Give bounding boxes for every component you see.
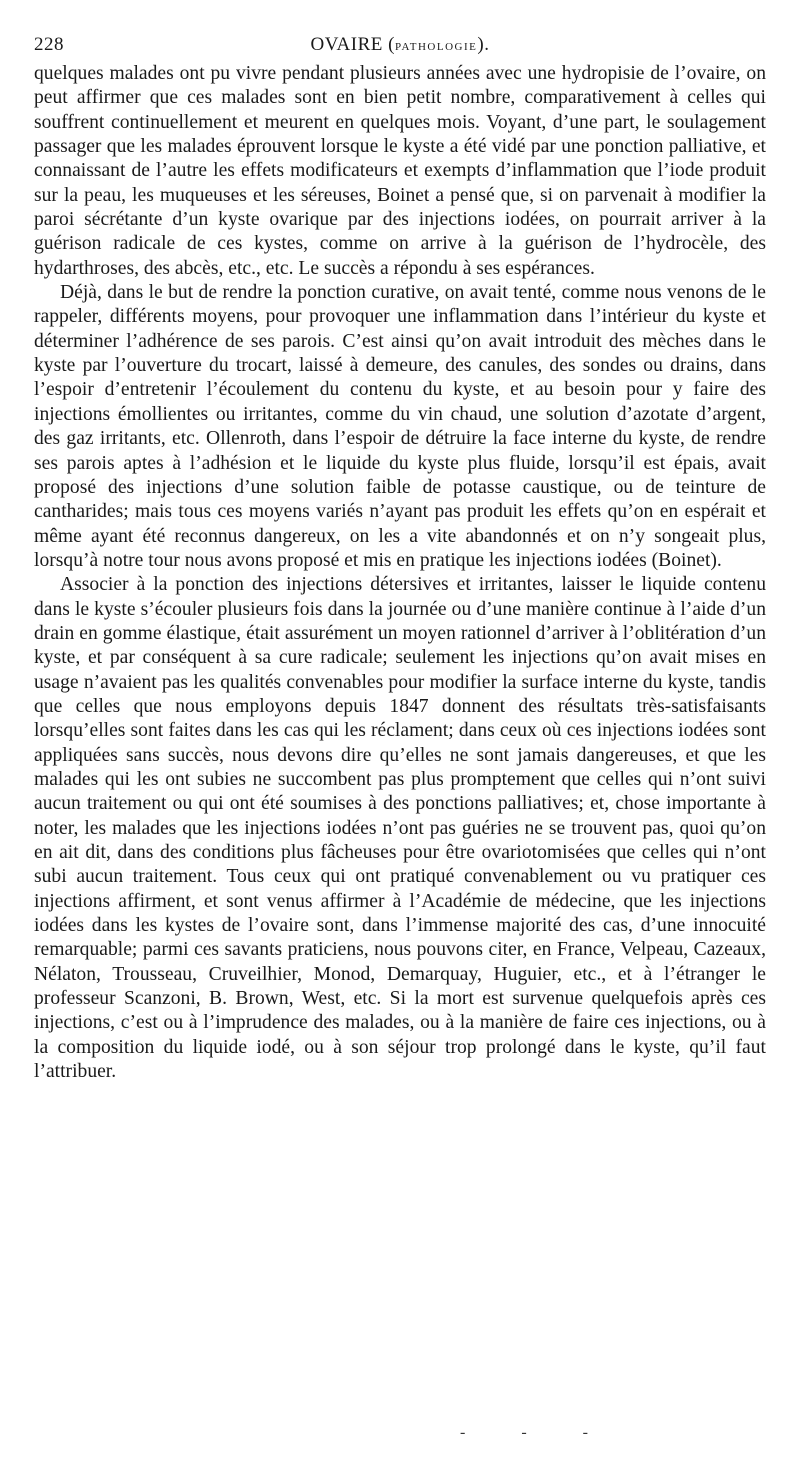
running-title-end: ). xyxy=(477,34,490,55)
running-title-main: OVAIRE ( xyxy=(310,34,395,55)
paragraph-2: Déjà, dans le but de rendre la ponction curative, on avait tenté, comme nous venons de le rappeler, différents moyens, pour provoquer une inflammation dans l’intérieur du kyste et déterminer l’adhérence de ses parois. C’est ainsi qu’on avait introduit des mèches dans le kyste par l’ouverture du trocart, laissé à demeure, des canules, des sondes ou drains, dans l’espoir d’entretenir l’écoulement du contenu du kyste, et au besoin pour y faire des injections émollientes ou irritantes, comme du vin chaud, une solution d’azotate d’argent, des gaz irritants, etc. Ollenroth, dans l’espoir de détruire la face interne du kyste, de rendre ses parois aptes à l’adhésion et le liquide du kyste plus fluide, lorsqu’il est épais, avait proposé des injections d’une solution faible de potasse caustique, ou de teinture de cantharides; mais tous ces moyens variés n’ayant pas produit les effets qu’on en espérait et même ayant été reconnus dangereux, on les a vite abandonnés et on n’y songeait plus, lorsqu’à notre tour nous avons proposé et mis en pratique les injections iodées (Boinet). xyxy=(34,282,766,571)
body-text xyxy=(34,62,766,1084)
page xyxy=(34,28,766,1084)
paragraph-1: quelques malades ont pu vivre pendant plusieurs années avec une hydropisie de l’ovaire, on peut affirmer que ces malades sont en bien petit nombre, comparativement à celles qui souffrent continuellement et meurent en quelques mois. Voyant, d’une part, le soulagement passager que les malades éprouvent lorsque le kyste a été vidé par une ponction palliative, et connaissant de l’autre les effets modificateurs et exempts d’inflammation que l’iode produit sur la peau, les muqueuses et les séreuses, Boinet a pensé que, si on parvenait à modifier la paroi sécrétante d’un kyste ovarique par des injections iodées, on pourrait arriver à la guérison radicale de ces kystes, comme on arrive à la guérison de l’hydrocèle, des hydarthroses, des abcès, etc., etc. Le succès a répondu à ses espérances. xyxy=(34,63,766,279)
page-number: 228 xyxy=(34,34,64,55)
running-title-sub: pathologie xyxy=(394,38,478,54)
page-header xyxy=(34,28,766,62)
footer-marks: - - - xyxy=(460,1424,614,1441)
running-title xyxy=(34,34,766,56)
paragraph-3: Associer à la ponction des injections détersives et irritantes, laisser le liquide contenu dans le kyste s’écouler plusieurs fois dans la journée ou d’une manière continue à l’aide d’un drain en gomme élastique, était assurément un moyen rationnel d’arriver à l’oblitération d’un kyste, et par conséquent à sa cure radicale; seulement les injections qu’on avait mises en usage n’avaient pas les qualités convenables pour modifier la surface interne du kyste, tandis que celles que nous employons depuis 1847 donnent des résultats très-satisfaisants lorsqu’elles sont faites dans les cas qui les réclament; dans ceux où ces injections iodées sont appliquées sans succès, nous devons dire qu’elles ne sont jamais dangereuses, et que les malades qui les ont subies ne succombent pas plus promptement que celles qui n’ont suivi aucun traitement ou qui ont été soumises à des ponctions palliatives; et, chose importante à noter, les malades que les injections iodées n’ont pas guéries ne se trouvent pas, quoi qu’on en ait dit, dans des conditions plus fâcheuses pour être ovariotomisées que celles qui n’ont subi aucun traitement. Tous ceux qui ont pratiqué convenablement ou vu pratiquer ces injections affirment, et sont venus affirmer à l’Académie de médecine, que les injections iodées dans les kystes de l’ovaire sont, dans l’immense majorité des cas, d’une innocuité remarquable; parmi ces savants praticiens, nous pouvons citer, en France, Velpeau, Cazeaux, Nélaton, Trousseau, Cruveilhier, Monod, Demarquay, Huguier, etc., et à l’étranger le professeur Scanzoni, B. Brown, West, etc. Si la mort est survenue quelquefois après ces injections, c’est ou à l’imprudence des malades, ou à la manière de faire ces injections, ou à la composition du liquide iodé, ou à son séjour trop prolongé dans le kyste, qu’il faut l’attribuer. xyxy=(34,574,766,1083)
